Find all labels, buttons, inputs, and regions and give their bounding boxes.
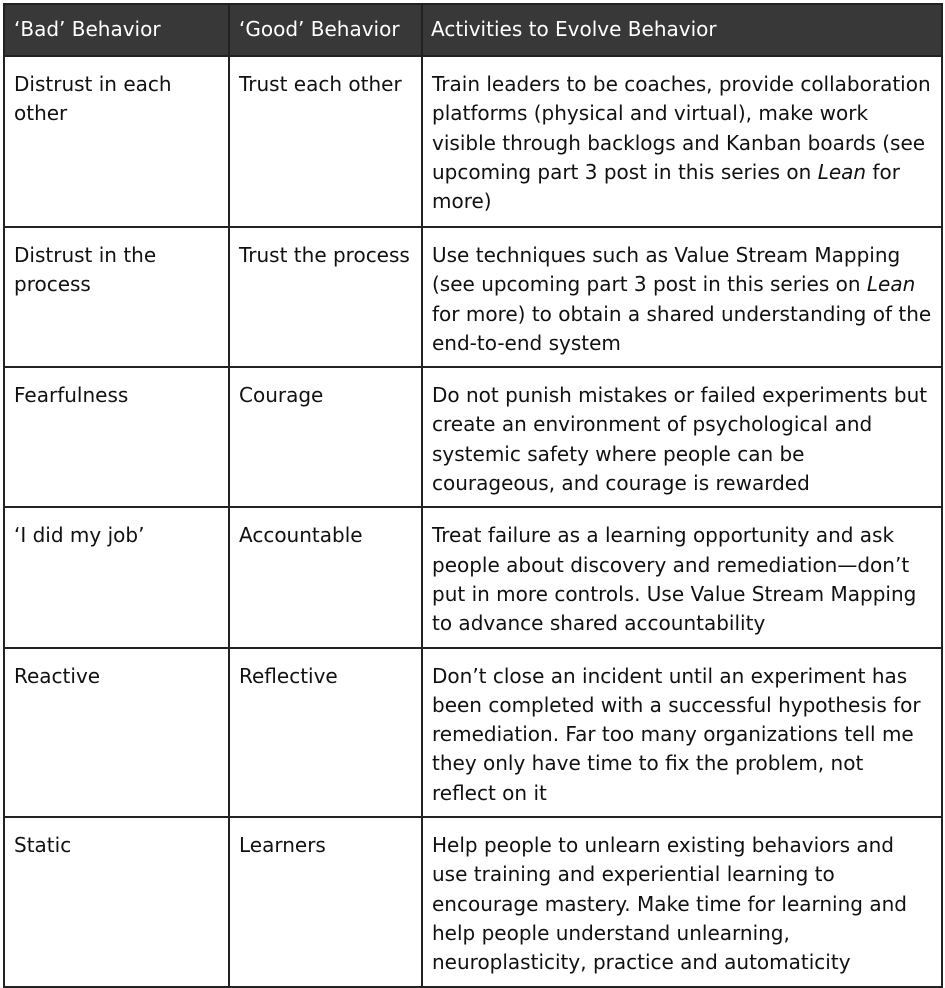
cell-good-behavior: Reflective [229,648,422,817]
cell-bad-behavior: Reactive [4,648,229,817]
table-row [4,56,942,227]
behavior-table [3,3,943,988]
table-row [4,367,942,507]
cell-bad-behavior: Distrust in each other [4,56,229,227]
table-header [4,4,942,56]
header-row [4,4,942,56]
cell-activities [422,227,942,367]
cell-activities: Do not punish mistakes or failed experiments but create an environment of psychological and systemic safety where people can be courageous, and courage is rewarded [422,367,942,507]
activities-text: Train leaders to be coaches, provide collaboration platforms (physical and virtual), make work visible through backlogs and Kanban boards (see upcoming part 3 post in this series on [432,72,931,184]
cell-good-behavior: Learners [229,817,422,987]
table-row [4,648,942,817]
table-row [4,227,942,367]
activities-emphasis: Lean [817,159,867,184]
cell-activities [422,56,942,227]
table-body [4,56,942,987]
table-row [4,817,942,987]
activities-text: Use techniques such as Value Stream Mapping (see upcoming part 3 post in this series on [432,243,901,297]
cell-good-behavior: Courage [229,367,422,507]
header-good-behavior: ‘Good’ Behavior [229,4,422,56]
activities-text: for more) [432,159,900,214]
cell-good-behavior: Trust the process [229,227,422,367]
cell-bad-behavior: ‘I did my job’ [4,507,229,647]
cell-good-behavior: Accountable [229,507,422,647]
table-row [4,507,942,647]
cell-good-behavior: Trust each other [229,56,422,227]
cell-bad-behavior: Fearfulness [4,367,229,507]
header-activities: Activities to Evolve Behavior [422,4,942,56]
header-bad-behavior: ‘Bad’ Behavior [4,4,229,56]
cell-bad-behavior: Static [4,817,229,987]
cell-activities: Don’t close an incident until an experiment has been completed with a successful hypothesis for remediation. Far too many organizations tell me they only have time to fix the problem, not reflect on it [422,648,942,817]
cell-bad-behavior: Distrust in the process [4,227,229,367]
cell-activities: Help people to unlearn existing behaviors and use training and experiential learning to encourage mastery. Make time for learning and help people understand unlearning, neuroplasticity, practice and automaticity [422,817,942,987]
activities-text: for more) to obtain a shared understanding of the end-to-end system [432,301,932,355]
cell-activities: Treat failure as a learning opportunity and ask people about discovery and remediation—don’t put in more controls. Use Value Stream Mapping to advance shared accountability [422,507,942,647]
activities-emphasis: Lean [866,272,916,297]
